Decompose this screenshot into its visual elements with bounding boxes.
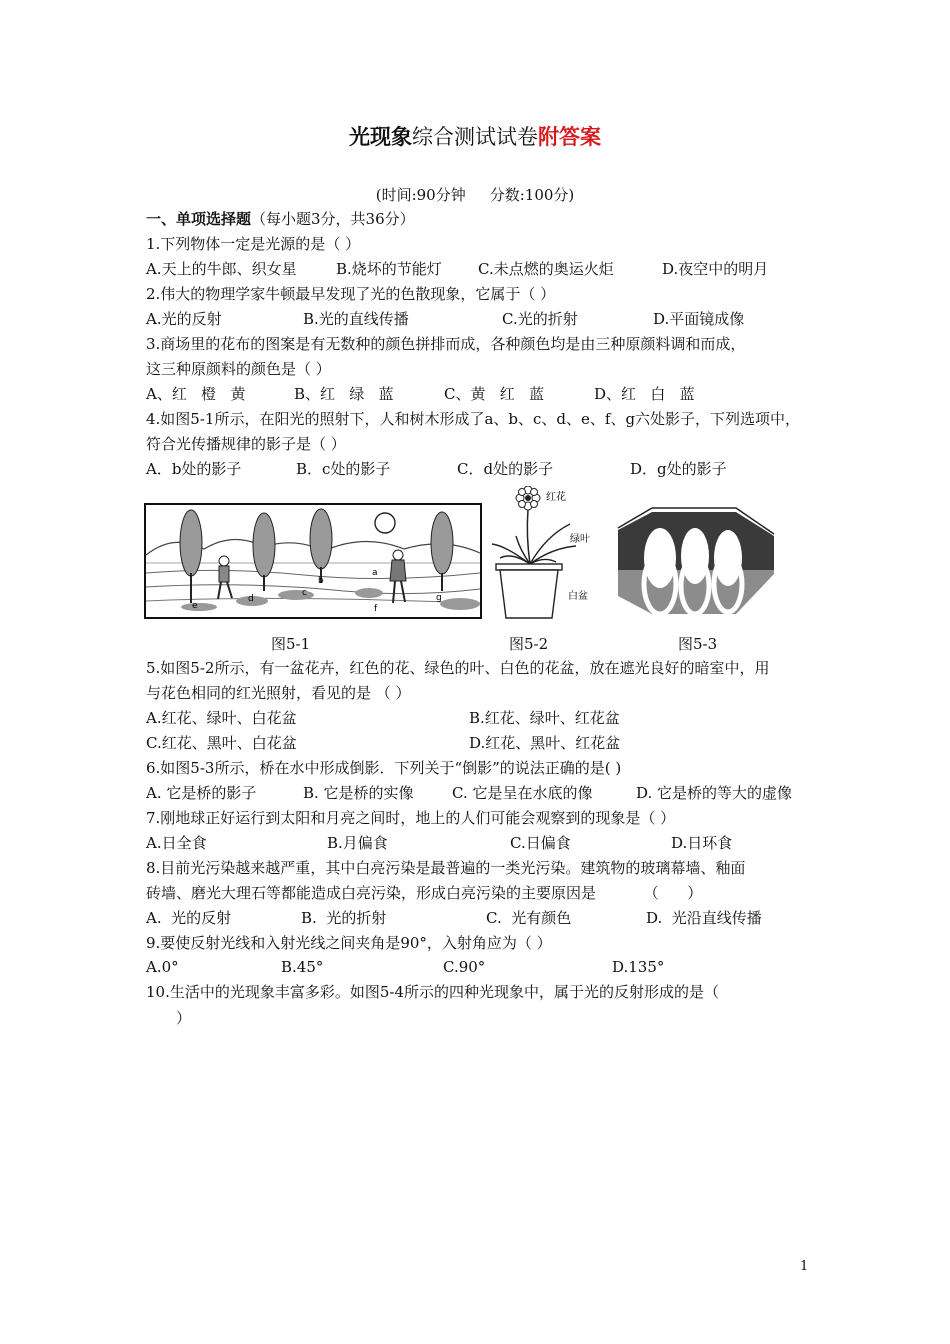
q8-option-a: A. 光的反射 — [146, 909, 232, 927]
q8-stem-line2: 砖墙、磨光大理石等都能造成白亮污染，形成白亮污染的主要原因是 （ ） — [146, 884, 703, 902]
q5-option-c: C.红花、黑叶、白花盆 — [146, 734, 297, 752]
exam-time: (时间:90分钟 — [375, 186, 466, 204]
q4-stem-line2: 符合光传播规律的影子是（ ） — [146, 435, 346, 453]
q7-option-b: B.月偏食 — [327, 834, 388, 852]
q8-option-c: C. 光有颜色 — [486, 909, 572, 927]
q6-option-c: C. 它是呈在水底的像 — [452, 784, 593, 802]
title-part1: 光现象 — [349, 124, 412, 149]
fig1-label-c: c — [302, 588, 307, 598]
q2-stem: 2.伟大的物理学家牛顿最早发现了光的色散现象，它属于（ ） — [146, 285, 556, 303]
q4-option-c: C．d处的影子 — [457, 460, 554, 478]
q4-option-a: A．b处的影子 — [146, 460, 242, 478]
q7-option-c: C.日偏食 — [510, 834, 571, 852]
q3-stem-line2: 这三种原颜料的颜色是（ ） — [146, 360, 331, 378]
q2-option-d: D.平面镜成像 — [653, 310, 745, 328]
fig2-label-pot: 白盆 — [568, 591, 588, 602]
figure-5-2 — [486, 486, 604, 620]
q2-option-c: C.光的折射 — [502, 310, 578, 328]
exam-meta — [0, 184, 950, 206]
q2-option-a: A.光的反射 — [146, 310, 222, 328]
section-heading — [146, 208, 415, 230]
figure-5-2-caption: 图5-2 — [509, 635, 549, 653]
fig1-label-f: f — [374, 604, 378, 614]
q3-option-a: A、红 橙 黄 — [146, 385, 246, 403]
q8-option-b: B. 光的折射 — [301, 909, 387, 927]
fig1-label-g: g — [436, 593, 442, 603]
q7-stem: 7.刚地球正好运行到太阳和月亮之间时，地上的人们可能会观察到的现象是（ ） — [146, 809, 676, 827]
q5-option-d: D.红花、黑叶、红花盆 — [469, 734, 621, 752]
q3-option-b: B、红 绿 蓝 — [294, 385, 394, 403]
figure-5-1 — [144, 503, 482, 619]
q8-stem-line1: 8.目前光污染越来越严重，其中白亮污染是最普遍的一类光污染。建筑物的玻璃幕墙、釉面 — [146, 859, 746, 877]
q5-stem-line2: 与花色相同的红光照射，看见的是 （ ） — [146, 684, 411, 702]
fig1-label-a: a — [372, 568, 378, 578]
q9-option-a: A.0° — [146, 958, 179, 976]
q5-option-b: B.红花、绿叶、红花盆 — [469, 709, 620, 727]
title-part3: 附答案 — [538, 124, 601, 149]
q2-option-b: B.光的直线传播 — [303, 310, 409, 328]
q1-option-a: A.天上的牛郎、织女星 — [146, 260, 297, 278]
q3-stem-line1: 3.商场里的花布的图案是有无数种的颜色拼排而成，各种颜色均是由三种原颜料调和而成， — [146, 335, 746, 353]
fig1-label-e: e — [192, 601, 198, 611]
q4-stem-line1: 4.如图5-1所示，在阳光的照射下，人和树木形成了a、b、c、d、e、f、g六处影子，下列选项中， — [146, 410, 801, 428]
title-part2: 综合测试试卷 — [412, 125, 538, 149]
figure-5-1-caption: 图5-1 — [271, 635, 311, 653]
q1-option-c: C.未点燃的奥运火炬 — [478, 260, 614, 278]
fig2-label-leaf: 绿叶 — [570, 534, 590, 545]
figure-5-3 — [616, 496, 776, 626]
page-title — [0, 122, 950, 152]
q5-stem-line1: 5.如图5-2所示，有一盆花卉，红色的花、绿色的叶、白色的花盆，放在遮光良好的暗室中，用 — [146, 659, 770, 677]
q7-option-d: D.日环食 — [671, 834, 733, 852]
q6-option-a: A. 它是桥的影子 — [146, 784, 257, 802]
section-note: （每小题3分，共36分） — [251, 210, 415, 228]
q9-option-b: B.45° — [281, 958, 324, 976]
page-number: 1 — [800, 1259, 809, 1274]
fig1-label-d: d — [248, 594, 254, 604]
q6-stem: 6.如图5-3所示，桥在水中形成倒影．下列关于“倒影”的说法正确的是( ) — [146, 759, 622, 777]
q9-option-d: D.135° — [612, 958, 665, 976]
fig1-label-b: b — [318, 576, 324, 586]
q1-option-d: D.夜空中的明月 — [662, 260, 769, 278]
q6-option-d: D. 它是桥的等大的虚像 — [636, 784, 793, 802]
q4-option-b: B．c处的影子 — [296, 460, 391, 478]
fig2-label-flower: 红花 — [546, 492, 566, 503]
q7-option-a: A.日全食 — [146, 834, 207, 852]
q1-option-b: B.烧坏的节能灯 — [336, 260, 442, 278]
q9-stem: 9.要使反射光线和入射光线之间夹角是90°，入射角应为（ ） — [146, 934, 552, 952]
q8-option-d: D. 光沿直线传播 — [646, 909, 762, 927]
q9-option-c: C.90° — [443, 958, 486, 976]
q4-option-d: D．g处的影子 — [630, 460, 727, 478]
exam-score: 分数:100分) — [489, 186, 575, 204]
q10-stem-line1: 10.生活中的光现象丰富多彩。如图5-4所示的四种光现象中，属于光的反射形成的是（ — [146, 983, 720, 1001]
figure-5-3-caption: 图5-3 — [678, 635, 718, 653]
q10-stem-line2: ） — [176, 1009, 192, 1027]
q5-option-a: A.红花、绿叶、白花盆 — [146, 709, 297, 727]
q6-option-b: B. 它是桥的实像 — [303, 784, 414, 802]
q3-option-c: C、黄 红 蓝 — [444, 385, 545, 403]
section-title: 一、单项选择题 — [146, 210, 252, 228]
q3-option-d: D、红 白 蓝 — [594, 385, 695, 403]
q1-stem: 1.下列物体一定是光源的是（ ） — [146, 235, 361, 253]
